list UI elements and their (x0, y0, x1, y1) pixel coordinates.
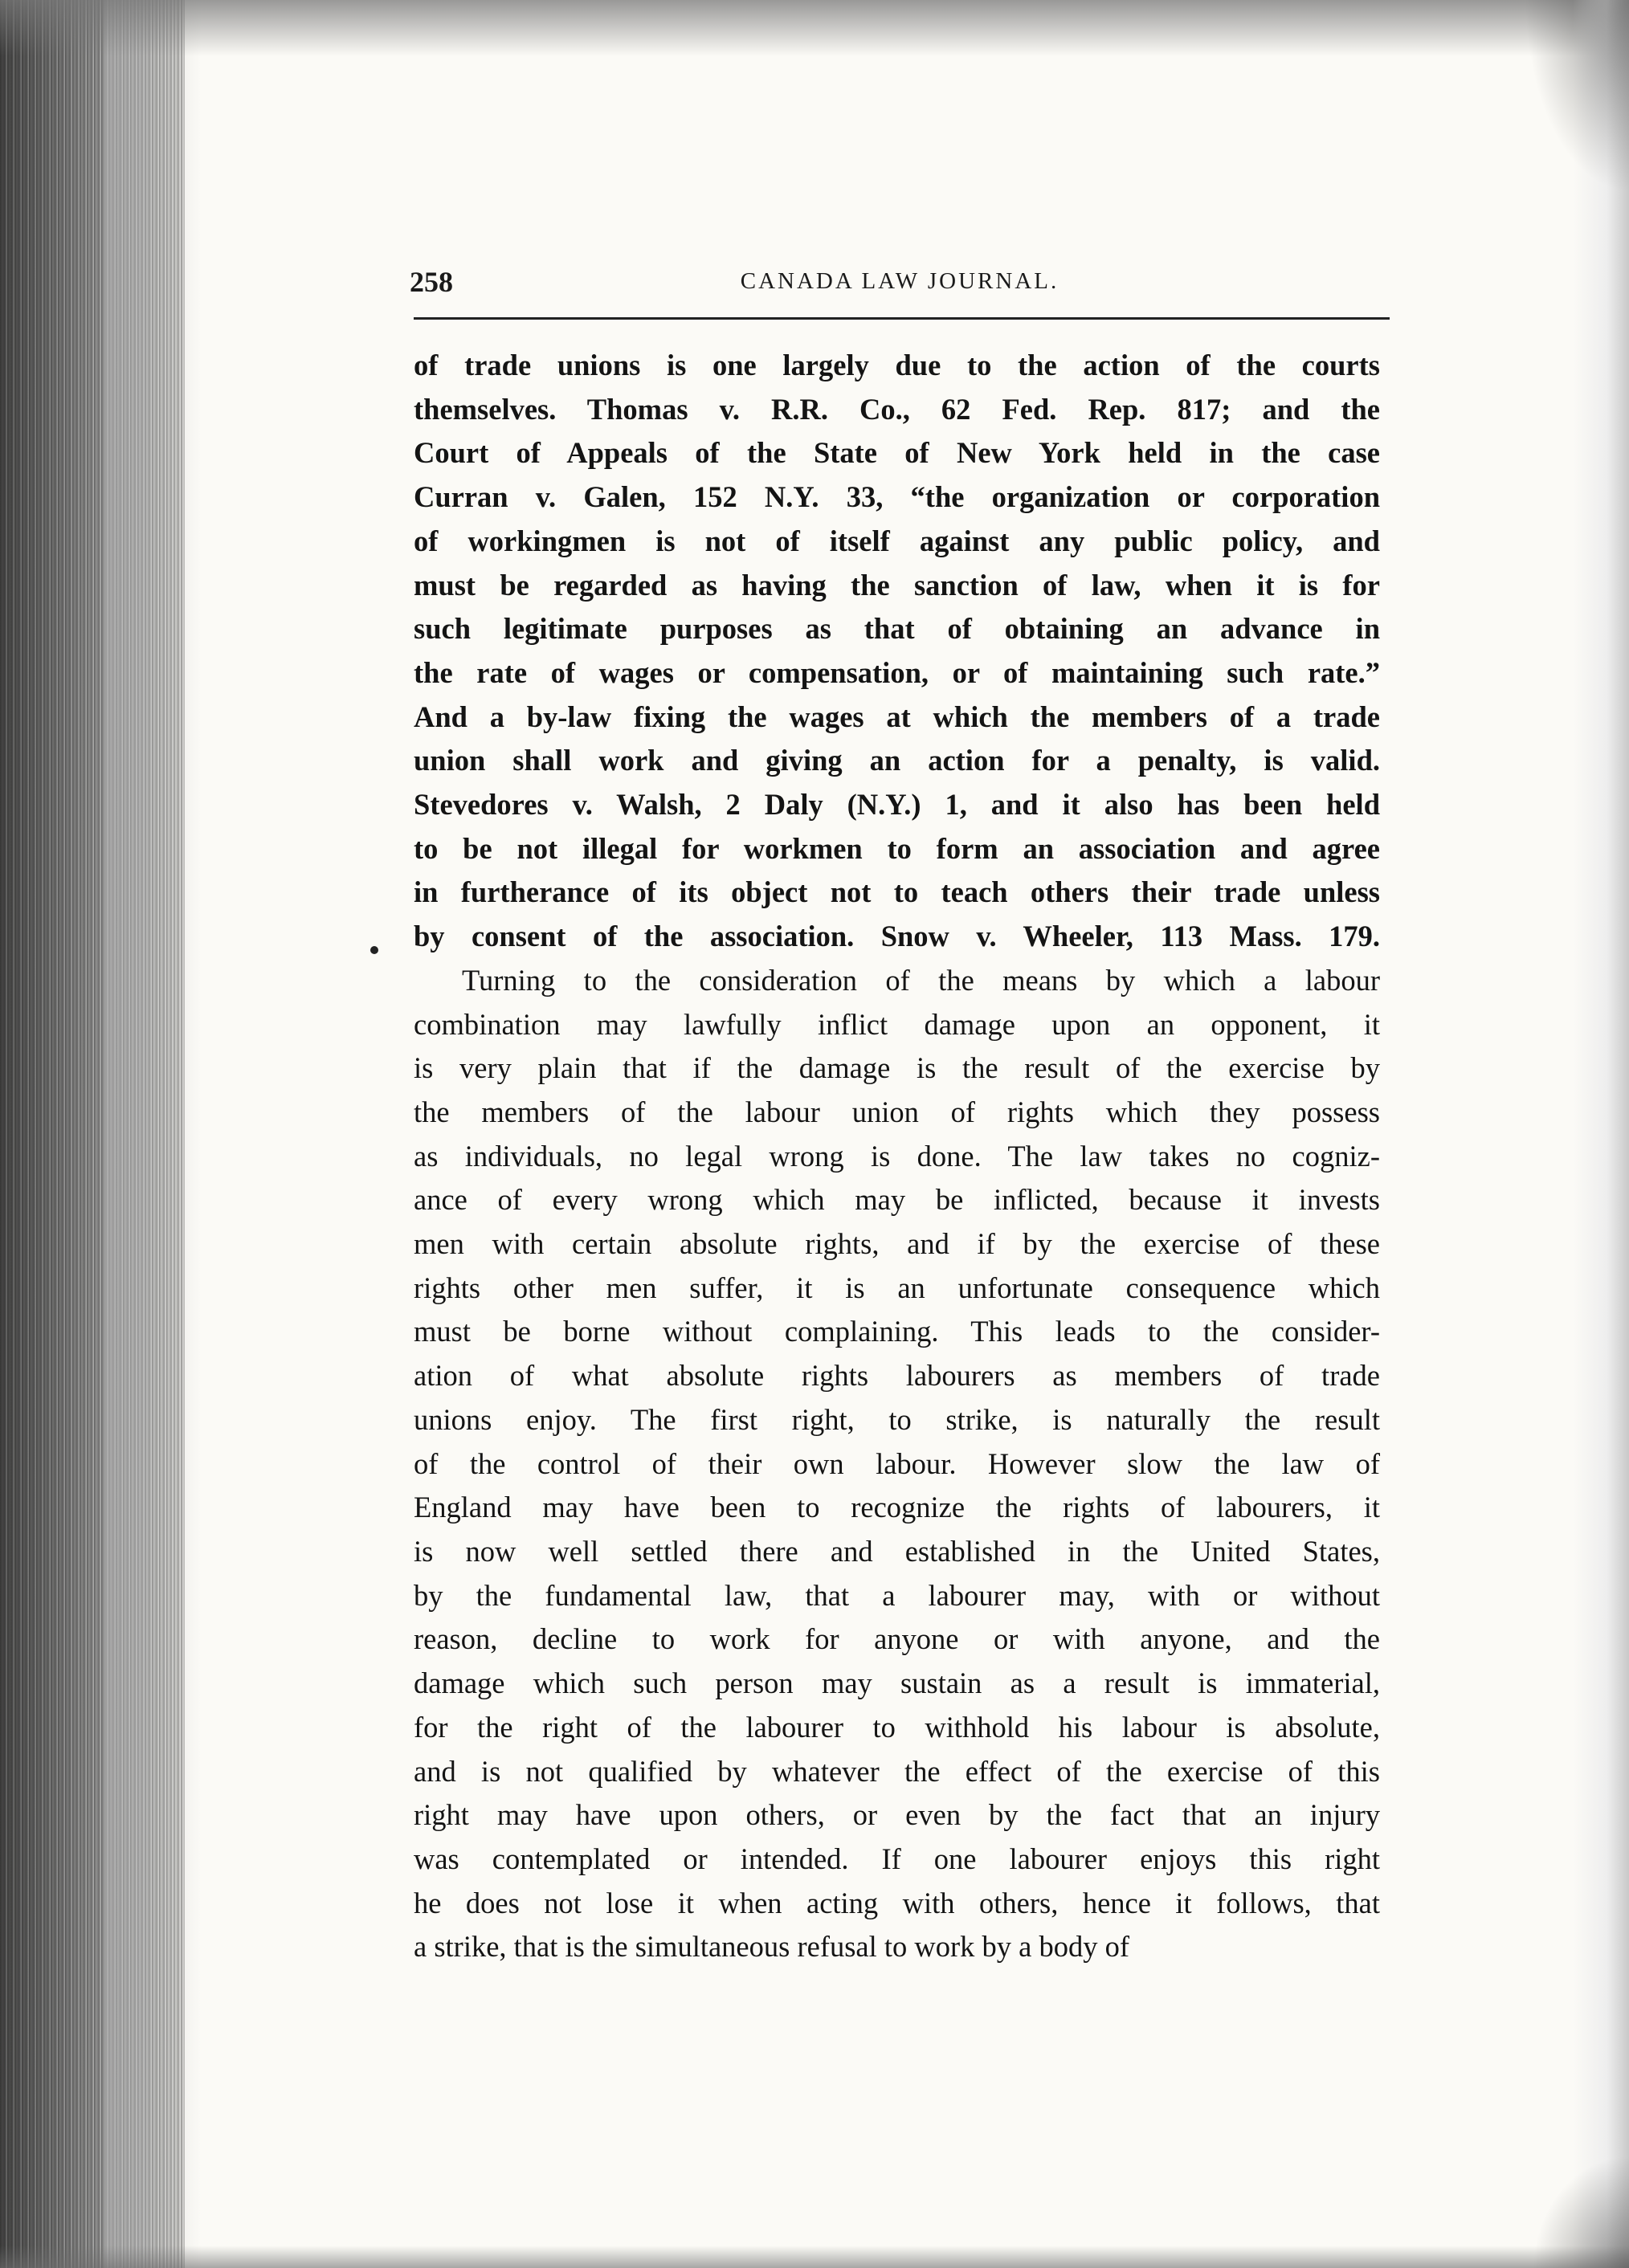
binding-shadow-fade (104, 0, 201, 2268)
text-line: such legitimate purposes as that of obtaining an advance in (414, 612, 1380, 646)
text-line: to be not illegal for workmen to form an association and agree (414, 831, 1380, 865)
text-line: was contemplated or intended. If one labourer enjoys this right (414, 1842, 1380, 1875)
text-line: of trade unions is one largely due to the action of the courts (414, 349, 1380, 381)
text-line: must be regarded as having the sanction of law, when it is for (414, 568, 1380, 602)
text-line: ation of what absolute rights labourers as members of trade (414, 1359, 1380, 1393)
text-line: unions enjoy. The first right, to strike, is naturally the result (414, 1402, 1380, 1436)
top-edge-shadow (0, 0, 1629, 56)
header-rule (414, 317, 1390, 320)
margin-dot (370, 946, 378, 954)
text-line: Curran v. Galen, 152 N.Y. 33, “the organization or corporation (414, 480, 1380, 514)
text-line: is very plain that if the damage is the result of the exercise by (414, 1051, 1380, 1085)
text-line: damage which such person may sustain as a result is immaterial, (414, 1666, 1380, 1700)
text-line: rights other men suffer, it is an unfortunate consequence which (414, 1271, 1380, 1304)
text-line: Court of Appeals of the State of New York held in the case (414, 436, 1380, 470)
text-line: And a by-law fixing the wages at which the members of a trade (414, 700, 1380, 733)
body-text (414, 344, 1380, 1969)
text-line: men with certain absolute rights, and if by the exercise of these (414, 1227, 1380, 1261)
text-line: and is not qualified by whatever the effect of the exercise of this (414, 1754, 1380, 1788)
text-line: England may have been to recognize the rights of labourers, it (414, 1491, 1380, 1524)
text-line: the rate of wages or compensation, or of maintaining such rate.” (414, 655, 1380, 689)
running-head (410, 265, 1390, 305)
text-line: must be borne without complaining. This leads to the consider- (414, 1315, 1380, 1348)
text-line: combination may lawfully inflict damage upon an opponent, it (414, 1007, 1380, 1041)
bottom-right-corner-shadow (1533, 2156, 1629, 2268)
text-line: in furtherance of its object not to teach others their trade unless (414, 875, 1380, 909)
page-number: 258 (410, 266, 453, 298)
top-right-corner-shadow (1525, 0, 1629, 193)
text-line: for the right of the labourer to withhold his labour is absolute, (414, 1710, 1380, 1744)
text-line: reason, decline to work for anyone or with anyone, and the (414, 1622, 1380, 1656)
text-line: a strike, that is the simultaneous refusal to work by a body of (414, 1930, 1130, 1964)
paragraph-2 (414, 959, 1380, 1969)
right-edge-shadow (1573, 0, 1629, 2268)
text-line: by the fundamental law, that a labourer may, with or without (414, 1578, 1380, 1612)
text-line: the members of the labour union of rights which they possess (414, 1095, 1380, 1128)
text-line: union shall work and giving an action for a penalty, is valid. (414, 744, 1380, 777)
text-line: is now well settled there and established in the United States, (414, 1534, 1380, 1568)
journal-title: CANADA LAW JOURNAL. (740, 268, 1059, 294)
text-line: of workingmen is not of itself against any public policy, and (414, 524, 1380, 557)
text-line: ance of every wrong which may be inflicted, because it invests (414, 1183, 1380, 1217)
text-line: Stevedores v. Walsh, 2 Daly (N.Y.) 1, and it also has been held (414, 788, 1380, 822)
paragraph-1 (414, 344, 1380, 959)
text-line: of the control of their own labour. However slow the law of (414, 1446, 1380, 1480)
text-line: themselves. Thomas v. R.R. Co., 62 Fed. Rep. 817; and the (414, 392, 1380, 426)
text-line: by consent of the association. Snow v. Wheeler, 113 Mass. 179. (414, 920, 1380, 953)
text-line: he does not lose it when acting with others, hence it follows, that (414, 1886, 1380, 1919)
text-line: right may have upon others, or even by the fact that an injury (414, 1798, 1380, 1832)
bottom-edge-shadow (0, 2246, 1629, 2268)
text-line: as individuals, no legal wrong is done. The law takes no cogniz- (414, 1139, 1380, 1173)
text-line: Turning to the consideration of the means by which a labour (462, 963, 1380, 997)
